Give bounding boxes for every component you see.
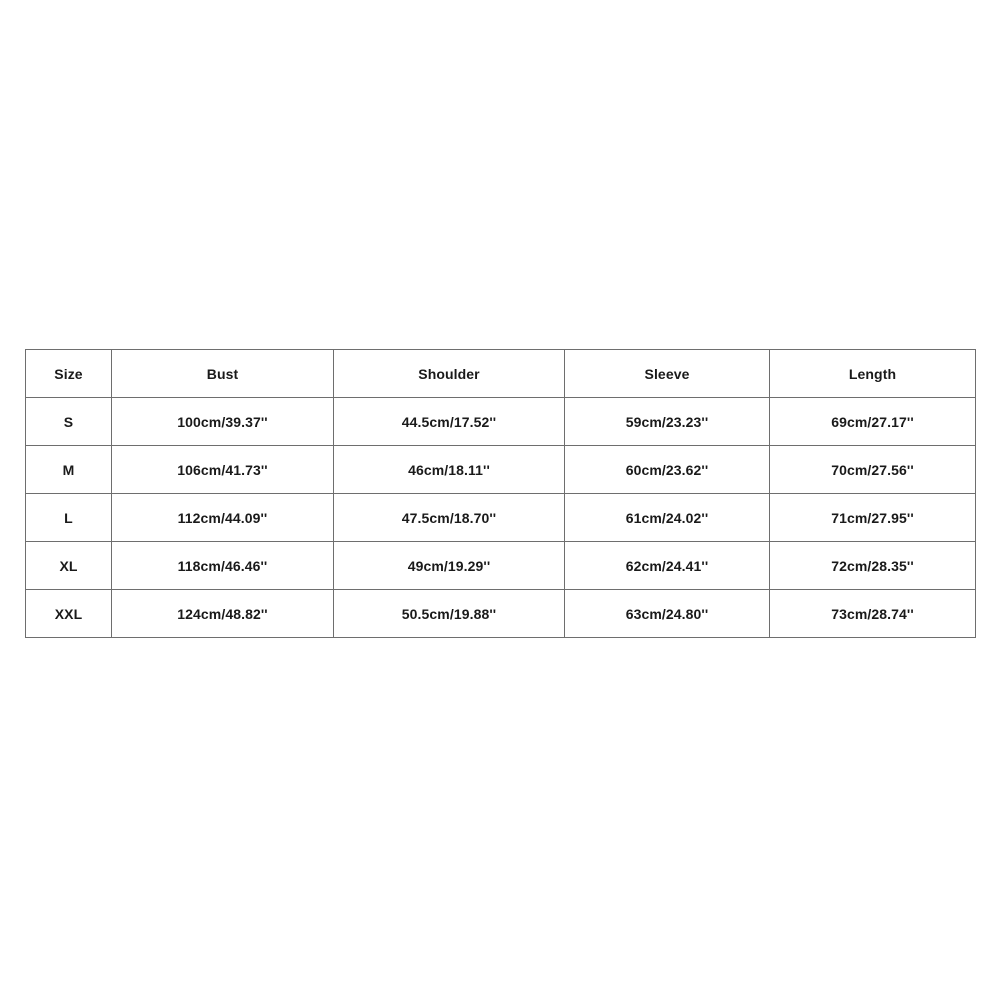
cell-size: XL	[26, 542, 112, 590]
cell-bust: 100cm/39.37''	[112, 398, 334, 446]
cell-shoulder: 47.5cm/18.70''	[334, 494, 565, 542]
cell-shoulder: 50.5cm/19.88''	[334, 590, 565, 638]
header-row	[26, 350, 976, 398]
cell-bust: 118cm/46.46''	[112, 542, 334, 590]
header-shoulder: Shoulder	[334, 350, 565, 398]
cell-length: 69cm/27.17''	[770, 398, 976, 446]
table-row	[26, 542, 976, 590]
size-chart-table	[25, 349, 976, 638]
cell-bust: 112cm/44.09''	[112, 494, 334, 542]
cell-bust: 124cm/48.82''	[112, 590, 334, 638]
table-row	[26, 446, 976, 494]
header-bust: Bust	[112, 350, 334, 398]
cell-sleeve: 62cm/24.41''	[565, 542, 770, 590]
cell-length: 73cm/28.74''	[770, 590, 976, 638]
cell-length: 70cm/27.56''	[770, 446, 976, 494]
header-sleeve: Sleeve	[565, 350, 770, 398]
cell-sleeve: 63cm/24.80''	[565, 590, 770, 638]
cell-length: 72cm/28.35''	[770, 542, 976, 590]
cell-sleeve: 60cm/23.62''	[565, 446, 770, 494]
cell-shoulder: 44.5cm/17.52''	[334, 398, 565, 446]
table-row	[26, 398, 976, 446]
table-row	[26, 590, 976, 638]
cell-shoulder: 49cm/19.29''	[334, 542, 565, 590]
header-size: Size	[26, 350, 112, 398]
cell-shoulder: 46cm/18.11''	[334, 446, 565, 494]
cell-size: XXL	[26, 590, 112, 638]
cell-sleeve: 59cm/23.23''	[565, 398, 770, 446]
cell-size: M	[26, 446, 112, 494]
header-length: Length	[770, 350, 976, 398]
cell-size: S	[26, 398, 112, 446]
cell-length: 71cm/27.95''	[770, 494, 976, 542]
cell-bust: 106cm/41.73''	[112, 446, 334, 494]
cell-size: L	[26, 494, 112, 542]
cell-sleeve: 61cm/24.02''	[565, 494, 770, 542]
table-row	[26, 494, 976, 542]
